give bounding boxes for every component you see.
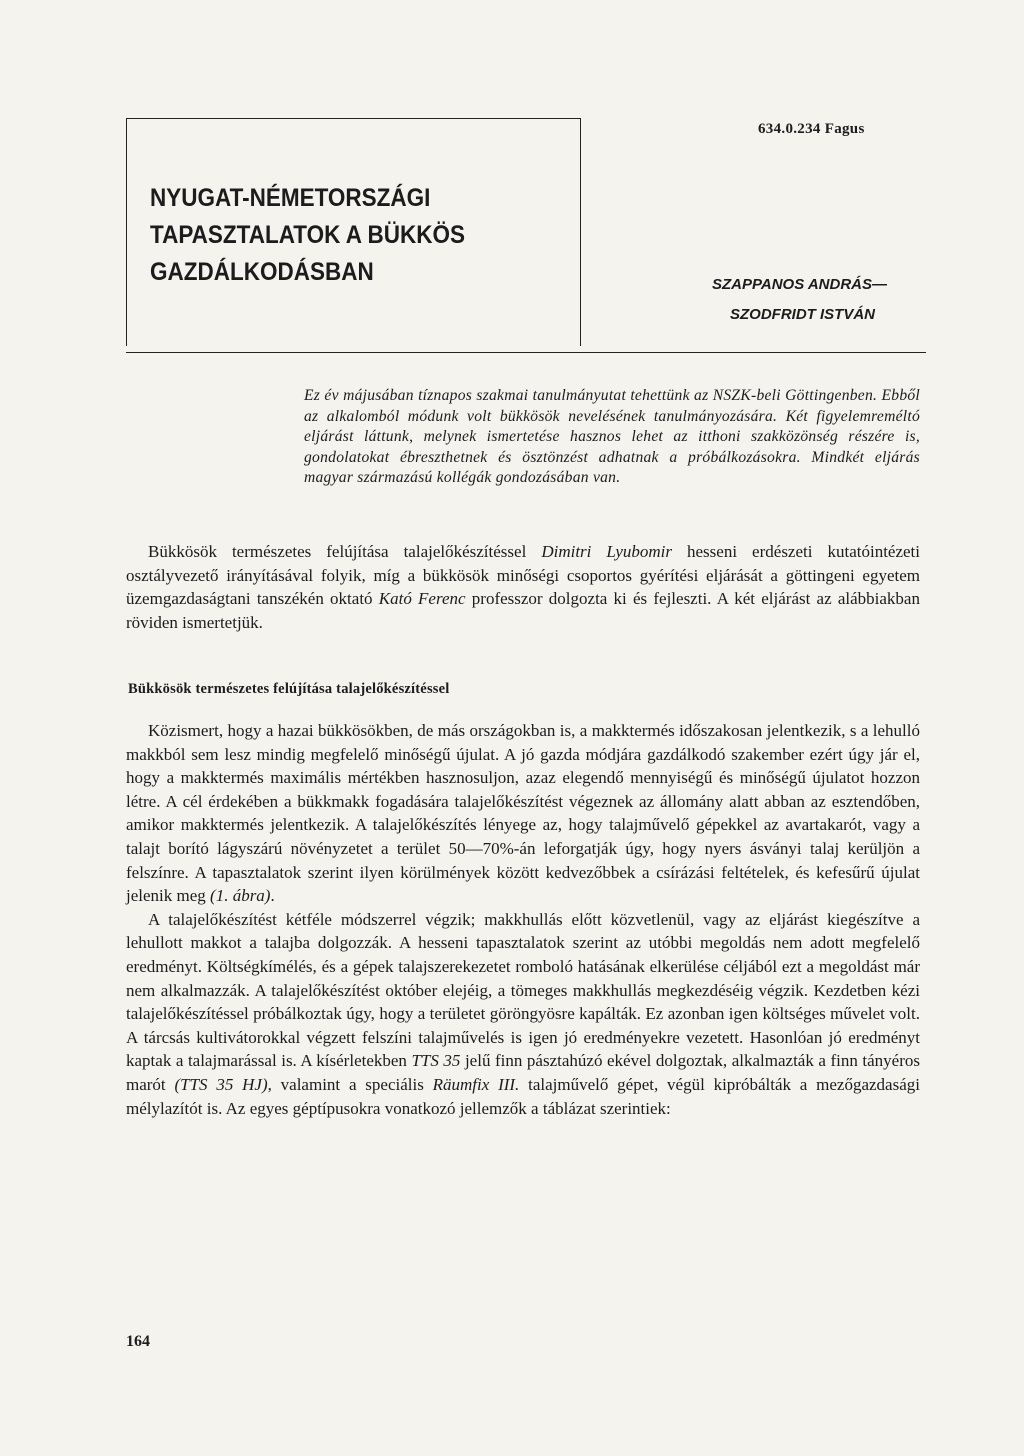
person-name-lyubomir: Dimitri Lyubomir: [541, 542, 672, 561]
para2-text-d: talajművelő gépet, végül kipróbálták a mezőgazdasági mélylazítót is. Az egyes géptípusokra vonatkozó jellemzők a táblázat szerintiek:: [126, 1074, 920, 1118]
intro-text-1: Bükkösök természetes felújítása talajelőkészítéssel: [148, 542, 542, 561]
authors: [712, 270, 887, 330]
section-heading: Bükkösök természetes felújítása talajelőkészítéssel: [128, 681, 450, 697]
para2-text-a: A talajelőkészítést kétféle módszerrel végzik; makkhullás előtt közvetlenül, vagy az eljárást kiegészítve a lehullott makkot a talajba dolgozzák. A hesseni tapasztalatok szerint az utóbbi megoldás nem adott megfelelő eredményt. Költségkímélés, és a gépek talajszerekezetet romboló hatásának elkerülése céljából ezt a megoldást már nem alkalmazzák. A talajelőkészítést október elejéig, a tömeges makkhullás megkezdéséig végzik. Kezdetben kézi talajelőkészítéssel próbálkoztak úgy, hogy a területet göröngyösre kapálták. Ez azonban igen költséges művelet volt. A tárcsás kultivátorokkal végzett felszíni talajművelés is igen jó eredményekre vezetett. Hasonlóan jó eredményt kaptak a talajmarással is. A kísérletekben: [126, 909, 920, 1071]
para2-text-b: jelű finn pásztahúzó ekével dolgoztak, alkalmazták a finn tányéros marót: [126, 1051, 920, 1094]
intro-paragraph: [126, 540, 920, 634]
title-line-1: NYUGAT-NÉMETORSZÁGI: [150, 184, 431, 212]
machine-raumfix: Räumfix III.: [432, 1074, 520, 1094]
person-name-kato: Kató Ferenc: [378, 589, 466, 609]
udc-classification: 634.0.234 Fagus: [758, 121, 865, 137]
figure-reference: (1. ábra): [210, 886, 271, 906]
page-number: 164: [126, 1333, 150, 1350]
section-body: [126, 719, 920, 1120]
intro-text-2: hesseni erdészeti kutatóintézeti osztályvezető irányításával folyik, míg a bükkösök minőségi csoportos gyérítési eljárását a göttingeni egyetem üzemgazdaságtani tanszékén oktató: [126, 542, 920, 609]
title-line-2: TAPASZTALATOK A BÜKKÖS: [150, 221, 465, 249]
machine-tts35: TTS 35: [411, 1051, 461, 1071]
section-paragraph-2: [126, 908, 920, 1120]
author-1: SZAPPANOS ANDRÁS—: [712, 276, 888, 293]
title-line-3: GAZDÁLKODÁSBAN: [150, 258, 374, 286]
para2-text-c: , valamint a speciális: [267, 1074, 433, 1094]
para1-end: .: [270, 886, 275, 906]
machine-tts35hj: (TTS 35 HJ): [174, 1074, 268, 1094]
header-rule: [126, 352, 926, 353]
intro-text-3: professzor dolgozta ki és fejleszti. A két eljárást az alábbiakban röviden ismertetjük.: [126, 589, 920, 632]
section-paragraph-1: [126, 719, 920, 908]
para1-text: Közismert, hogy a hazai bükkösökben, de más országokban is, a makktermés időszakosan jelentkezik, s a lehulló makkból sem lesz mindig megfelelő minőségű újulat. A jó gazda módjára gazdálkodó szakember ezért úgy jár el, hogy a makktermés maximális mértékben hasznosuljon, azaz elegendő mennyiségű és minőségű újulatot hozzon létre. A cél érdekében a bükkmakk fogadására talajelőkészítést végeznek az állomány alatt abban az esztendőben, amikor makktermés jelentkezik. A talajelőkészítés lényege az, hogy talajművelő gépekkel az avartakarót, vagy a talajt borító lágyszárú növényzetet a terület 50—70%-án leforgatják úgy, hogy nyers ásványi talaj kerüljön a felszínre. A tapasztalatok szerint ilyen körülmények között kedvezőbbek a csírázási feltételek, és kefesűrű újulat jelenik meg: [126, 721, 920, 906]
author-2: SZODFRIDT ISTVÁN: [730, 306, 875, 323]
article-title: [150, 180, 465, 291]
abstract: Ez év májusában tíznapos szakmai tanulmányutat tehettünk az NSZK-beli Göttingenben. Ebből az alkalomból módunk volt bükkösök nevelésének tanulmányozására. Két figyelemreméltó eljárást láttunk, melynek ismertetése hasznos lehet az itthoni szakközönség részére is, gondolatokat ébreszthetnek és ösztönzést adhatnak a próbálkozásokra. Mindkét eljárás magyar származású kollégák gondozásában van.: [304, 387, 920, 487]
